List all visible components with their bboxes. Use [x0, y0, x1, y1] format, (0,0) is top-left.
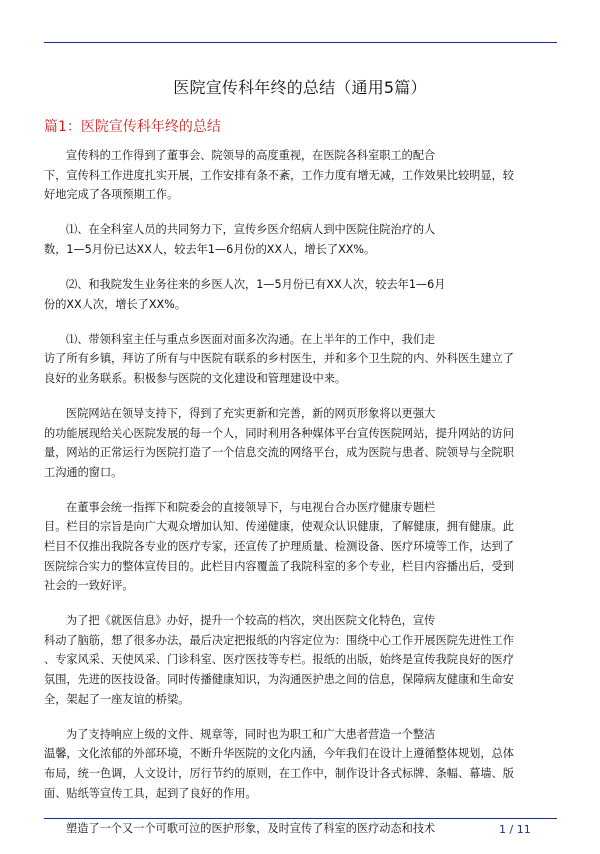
document-body — [44, 146, 557, 854]
page-indicator: 1 / 11 — [499, 823, 531, 836]
paragraph-line: 面、贴纸等宣传工具，起到了良好的作用。 — [44, 786, 257, 800]
paragraph-line: 良好的业务联系。积极参与医院的文化建设和管理建设中来。 — [44, 371, 347, 385]
section-heading: 篇1：医院宣传科年终的总结 — [44, 119, 221, 135]
paragraph-line: 为了把《就医信息》办好，提升一个较高的档次，突出医院文化特色，宣传 — [66, 614, 436, 628]
paragraph-line: 医院综合实力的整体宣传目的。此栏目内容覆盖了我院科室的多个专业，栏目内容播出后，受到 — [44, 559, 514, 573]
paragraph-line: 布局，统一色调，人文设计，厉行节约的原则，在工作中，制作设计各式标牌、条幅、幕墙、版 — [44, 766, 514, 780]
paragraph-line: 量，网站的正常运行为医院打造了一个信息交流的网络平台，成为医院与患者、院领导与全院职 — [44, 446, 514, 460]
paragraph — [44, 404, 557, 482]
paragraph-line: 访了所有乡镇，拜访了所有与中医院有联系的乡村医生，并和多个卫生院的内、外科医生建立了 — [44, 352, 514, 366]
paragraph-line: 为了支持响应上级的文件、规章等，同时也为职工和广大患者营造一个整洁 — [66, 727, 436, 741]
paragraph-line: 塑造了一个又一个可歌可泣的医护形象，及时宣传了科室的医疗动态和技术 — [66, 821, 436, 835]
paragraph-line: 医院网站在领导支持下，得到了充实更新和完善，新的网页形象将以更强大 — [66, 406, 436, 420]
paragraph-line: 温馨，文化浓郁的外部环境，不断升华医院的文化内涵，今年我们在设计上遵循整体规划，总体 — [44, 747, 514, 761]
paragraph-line: 全，架起了一座友谊的桥梁。 — [44, 692, 190, 706]
paragraph-line: 好地完成了各项预期工作。 — [44, 188, 179, 202]
paragraph-line: 在董事会统一指挥下和院委会的直接领导下，与电视台合办医疗健康专题栏 — [66, 500, 436, 514]
paragraph-line: 栏目不仅推出我院各专业的医疗专家，还宣传了护理质量、检测设备、医疗环境等工作，达到了 — [44, 540, 514, 553]
paragraph-line: 社会的一致好评。 — [44, 579, 134, 593]
paragraph-line: 工沟通的窗口。 — [44, 465, 123, 479]
paragraph-line: 数，1—5月份已达XX人，较去年1—6月份的XX人，增长了XX%。 — [44, 242, 376, 256]
paragraph — [44, 819, 557, 839]
paragraph-line: 宣传科的工作得到了董事会、院领导的高度重视，在医院各科室职工的配合 — [66, 149, 436, 162]
header-rule — [44, 42, 557, 43]
paragraph — [44, 611, 557, 709]
paragraph-line: 份的XX人次，增长了XX%。 — [44, 297, 186, 311]
paragraph-line: ⑴、在全科室人员的共同努力下，宣传乡医介绍病人到中医院住院治疗的人 — [66, 223, 436, 237]
paragraph-line: 科动了脑筋，想了很多办法，最后决定把报纸的内容定位为：围绕中心工作开展医院先进性工作 — [44, 633, 514, 647]
paragraph — [44, 498, 557, 596]
paragraph — [44, 146, 557, 205]
paragraph-line: ⑵、和我院发生业务往来的乡医人次，1—5月份已有XX人次，较去年1—6月 — [66, 277, 446, 291]
paragraph-line: 下，宣传科工作进度扎实开展，工作安排有条不紊，工作力度有增无减，工作效果比较明显，较 — [44, 168, 514, 182]
paragraph-line: 的功能展现给关心医院发展的每一个人，同时利用各种媒体平台宣传医院网站，提升网站的访问 — [44, 426, 514, 440]
paragraph-line: 、专家风采、天使风采、门诊科室、医疗医技等专栏。报纸的出版，始终是宣传我院良好的医疗 — [44, 653, 514, 667]
paragraph-line: 目。栏目的宗旨是向广大观众增加认知、传递健康，使观众认识健康，了解健康，拥有健康。此 — [44, 520, 514, 534]
document-title: 医院宣传科年终的总结（通用5篇） — [173, 78, 427, 97]
paragraph — [44, 220, 557, 259]
paragraph-line: 氛围，先进的医技设备。同时传播健康知识，为沟通医护患之间的信息，保障病友健康和生命安 — [44, 673, 514, 687]
paragraph — [44, 275, 557, 314]
paragraph-line: ⑴、带领科室主任与重点乡医面对面多次沟通。在上半年的工作中，我们走 — [66, 332, 436, 346]
footer-rule — [44, 818, 557, 819]
paragraph — [44, 330, 557, 389]
paragraph — [44, 725, 557, 803]
